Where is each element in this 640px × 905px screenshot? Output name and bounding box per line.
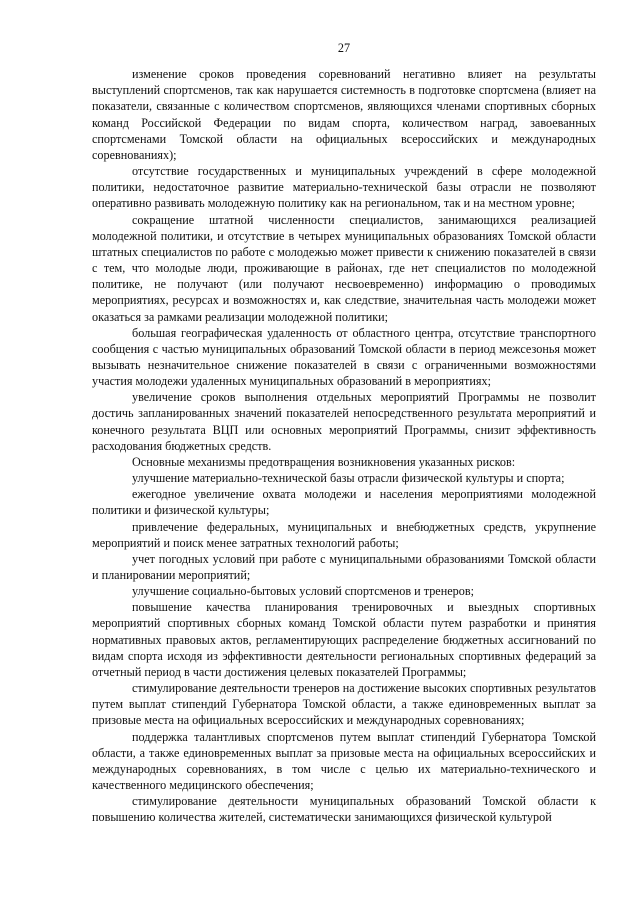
paragraph-prevention-mechanisms-heading: Основные механизмы предотвращения возникновения указанных рисков: bbox=[132, 454, 516, 469]
paragraph-funding-attraction: привлечение федеральных, муниципальных и внебюджетных средств, укрупнение мероприятий и поиск менее затратных технологий работы; bbox=[92, 519, 596, 550]
paragraph-infrastructure-improvement: улучшение материально-технической базы отрасли физической культуры и спорта; bbox=[132, 471, 565, 486]
paragraph-athlete-support: поддержка талантливых спортсменов путем выплат стипендий Губернатора Томской области, а также единовременных выплат за призовые места на официальных всероссийских и международных соревнованиях, в том числе с целью их материально-технического и качественного медицинского обеспечения; bbox=[92, 729, 596, 793]
paragraph-weather-planning: учет погодных условий при работе с муниципальными образованиями Томской области и планировании мероприятий; bbox=[92, 551, 596, 582]
paragraph-competition-schedule-risk: изменение сроков проведения соревнований негативно влияет на результаты выступлений спортсменов, так как нарушается системность в подготовке спортсмена (влияет на показатели, связанные с количеством спортсменов, являющихся членами спортивных сборных команд Российской Федерации по видам спорта, количеством наград, завоеванных спортсменами Томской области на официальных всероссийских и международных соревнованиях); bbox=[92, 67, 596, 162]
page-number: 27 bbox=[337, 41, 351, 55]
paragraph-living-conditions: улучшение социально-бытовых условий спортсменов и тренеров; bbox=[132, 584, 474, 599]
paragraph-geographic-remoteness: большая географическая удаленность от областного центра, отсутствие транспортного сообщения с частью муниципальных образований Томской области в период межсезонья может вызывать незначительное снижение показателей в связи с ограниченными возможностями участия молодежи удаленных муниципальных образований в мероприятиях; bbox=[92, 325, 596, 389]
paragraph-municipal-stimulation: стимулирование деятельности муниципальных образований Томской области к повышению количества жителей, систематически занимающихся физической культурой bbox=[92, 794, 596, 825]
document-page bbox=[92, 40, 596, 826]
paragraph-staff-reduction: сокращение штатной численности специалистов, занимающихся реализацией молодежной политики, и отсутствие в четырех муниципальных образованиях Томской области штатных специалистов по работе с молодежью может привести к снижению показателей в связи с тем, что молодые люди, проживающие в районах, где нет специалистов по молодежной политике, не получают (или получают несвоевременно) информацию о проводимых мероприятиях, ресурсах и возможностях и, как следствие, значительная часть молодежи может оказаться за рамками реализации молодежной политики; bbox=[92, 212, 596, 324]
paragraph-deadline-extension: увеличение сроков выполнения отдельных мероприятий Программы не позволит достичь запланированных значений показателей непосредственного результата мероприятий и конечного результата ВЦП или основных мероприятий Программы, снизит эффективность расходования бюджетных средств. bbox=[92, 390, 596, 453]
paragraph-coverage-increase: ежегодное увеличение охвата молодежи и населения мероприятиями молодежной политики и физической культуры; bbox=[92, 487, 596, 518]
paragraph-coach-stimulation: стимулирование деятельности тренеров на достижение высоких спортивных результатов путем выплат стипендий Губернатора Томской области, а также единовременных выплат за призовые места на официальных всероссийских и международных соревнованиях; bbox=[92, 681, 596, 728]
paragraph-youth-institutions-absence: отсутствие государственных и муниципальных учреждений в сфере молодежной политики, недостаточное развитие материально-технической базы отрасли не позволяют оперативно развивать молодежную политику как на региональном, так и на местном уровне; bbox=[92, 164, 596, 211]
paragraph-planning-quality: повышение качества планирования тренировочных и выездных спортивных мероприятий спортивных сборных команд Томской области путем разработки и принятия нормативных правовых актов, регламентирующих распределение бюджетных ассигнований по видам спорта исходя из эффективности деятельности региональных спортивных федераций за отчетный период в части достижения целевых показателей Программы; bbox=[92, 600, 596, 679]
